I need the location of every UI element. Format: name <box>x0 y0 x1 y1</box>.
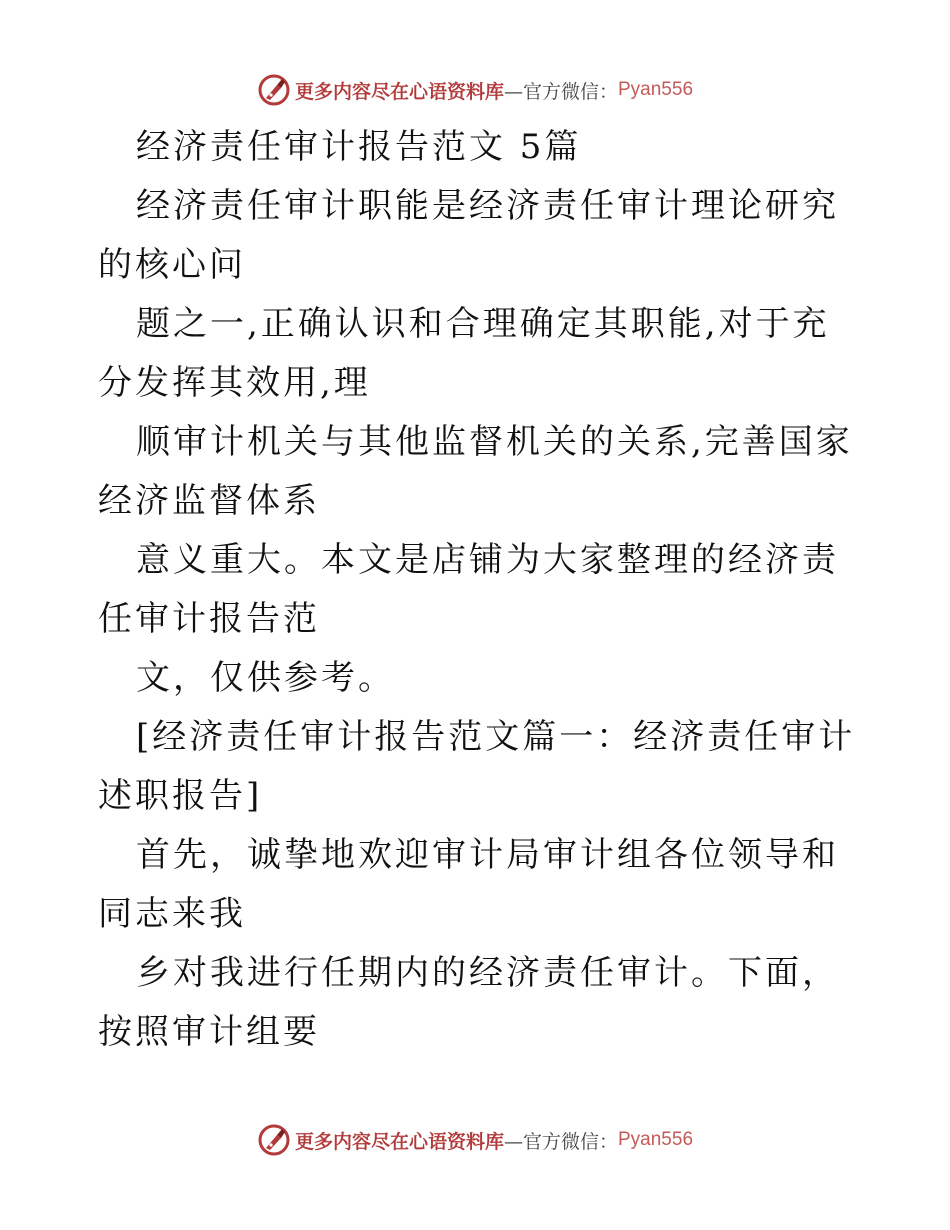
header-text-wechat-id: Pyan556 <box>618 79 694 100</box>
section-heading: [经济责任审计报告范文篇一：经济责任审计述职报告] <box>98 717 856 816</box>
paragraph: 题之一,正确认识和合理确定其职能,对于充分发挥其效用,理 <box>98 304 830 403</box>
paragraph: 文，仅供参考。 <box>136 658 395 698</box>
document-body <box>98 118 858 1062</box>
header-text-wechat-label: —官方微信： <box>503 80 618 103</box>
paragraph: 乡对我进行任期内的经济责任审计。下面，按照审计组要 <box>98 953 839 1052</box>
footer-banner <box>0 1120 950 1160</box>
paragraph: 意义重大。本文是店铺为大家整理的经济责任审计报告范 <box>98 540 839 639</box>
paragraph: 顺审计机关与其他监督机关的关系,完善国家经济监督体系 <box>98 422 853 521</box>
header-banner <box>0 70 950 110</box>
paragraph: 首先，诚挚地欢迎审计局审计组各位领导和同志来我 <box>98 835 839 934</box>
footer-text-site: 更多内容尽在心语资料库 <box>294 1130 504 1153</box>
header-text-site: 更多内容尽在心语资料库 <box>294 80 504 103</box>
pen-nib-circle-icon <box>257 73 291 107</box>
footer-text-wechat-label: —官方微信： <box>503 1130 618 1153</box>
document-title: 经济责任审计报告范文 5篇 <box>136 127 582 167</box>
pen-nib-circle-icon <box>257 1123 291 1157</box>
paragraph: 经济责任审计职能是经济责任审计理论研究的核心问 <box>98 186 839 285</box>
footer-text-wechat-id: Pyan556 <box>618 1129 694 1150</box>
